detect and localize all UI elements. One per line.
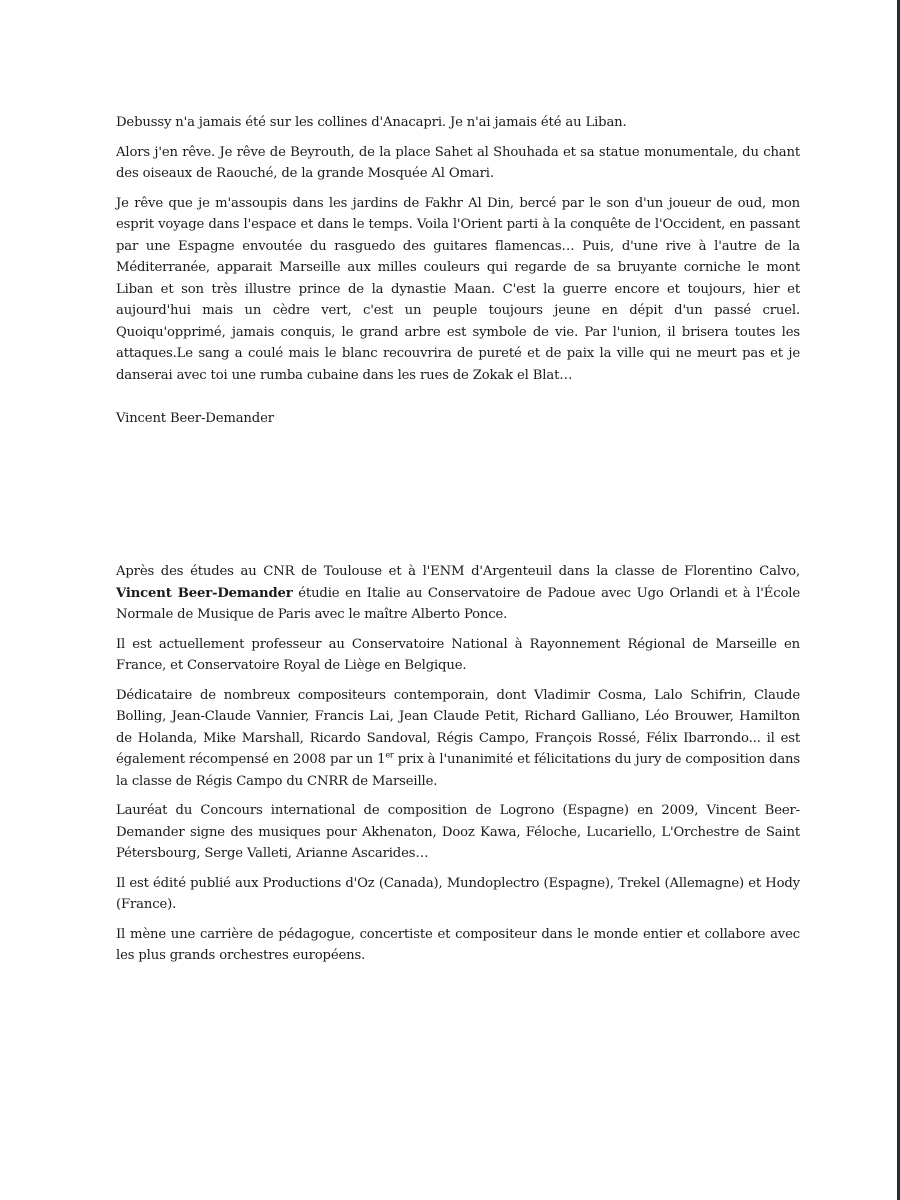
bio-p3-text-start: Dédicataire de nombreux compositeurs contemporain, dont Vladimir Cosma, Lalo Schifrin, Claude Bolling, Jean-Claude Vannier, Francis Lai, Jean Claude Petit, Richard Galliano, Léo Brouwer, Hamilton de Holanda, Mike Marshall, Ricardo Sandoval, Régis Campo, François Rossé, Félix Ibarrondo... il est également récompensé en 2008 par un 1: [116, 687, 800, 767]
bio-paragraph-4: Lauréat du Concours international de composition de Logrono (Espagne) en 2009, Vincent Beer-Demander signe des musiques pour Akhenaton, Dooz Kawa, Féloche, Lucariello, L'Orchestre de Saint Pétersbourg, Serge Valleti, Arianne Ascarides…: [116, 803, 800, 861]
bio-paragraph-2: Il est actuellement professeur au Conservatoire National à Rayonnement Régional de Marseille en France, et Conservatoire Royal de Liège en Belgique.: [116, 636, 800, 673]
bio-paragraph-3: [116, 685, 800, 793]
poem-section: [116, 112, 800, 438]
bio-artist-name: Vincent Beer-Demander: [116, 585, 293, 601]
bio-paragraph-5: Il est édité publié aux Productions d'Oz (Canada), Mundoplectro (Espagne), Trekel (Allemagne) et Hody (France).: [116, 875, 800, 912]
bio-p1-text-start: Après des études au CNR de Toulouse et à l'ENM d'Argenteuil dans la classe de Florentino Calvo,: [116, 564, 800, 579]
bio-paragraph-1: [116, 561, 800, 626]
poem-paragraph-1: Debussy n'a jamais été sur les collines d'Anacapri. Je n'ai jamais été au Liban.: [116, 115, 627, 130]
bio-p1-text-end: étudie en Italie au Conservatoire de Padoue avec Ugo Orlandi et à l'École Normale de Musique de Paris avec le maître Alberto Ponce.: [116, 585, 800, 622]
bio-p3-superscript: er: [385, 750, 394, 760]
poem-paragraph-2: Alors j'en rêve. Je rêve de Beyrouth, de la place Sahet al Shouhada et sa statue monumentale, du chant des oiseaux de Raouché, de la grande Mosquée Al Omari.: [116, 144, 800, 181]
biography-section: [116, 561, 800, 975]
signature: Vincent Beer-Demander: [116, 411, 274, 426]
poem-paragraph-3: Je rêve que je m'assoupis dans les jardins de Fakhr Al Din, bercé par le son d'un joueur de oud, mon esprit voyage dans l'espace et dans le temps. Voila l'Orient parti à la conquête de l'Occident, en passant par une Espagne envoutée du rasguedo des guitares flamencas… Puis, d'une rive à l'autre de la Méditerranée, apparait Marseille aux milles couleurs qui regarde de sa bruyante corniche le mont Liban et son très illustre prince de la dynastie Maan. C'est la guerre encore et toujours, hier et aujourd'hui mais un cèdre vert, c'est un peuple toujours jeune en dépit d'un passé cruel. Quoiqu'opprimé, jamais conquis, le grand arbre est symbole de vie. Par l'union, il brisera toutes les attaques.Le sang a coulé mais le blanc recouvrira de pureté et de paix la ville qui ne meurt pas et je danserai avec toi une rumba cubaine dans les rues de Zokak el Blat…: [116, 195, 800, 383]
bio-p3-text-end: prix à l'unanimité et félicitations du jury de composition dans la classe de Régis Campo du CNRR de Marseille.: [116, 752, 800, 789]
bio-paragraph-6: Il mène une carrière de pédagogue, concertiste et compositeur dans le monde entier et collabore avec les plus grands orchestres européens.: [116, 926, 800, 963]
